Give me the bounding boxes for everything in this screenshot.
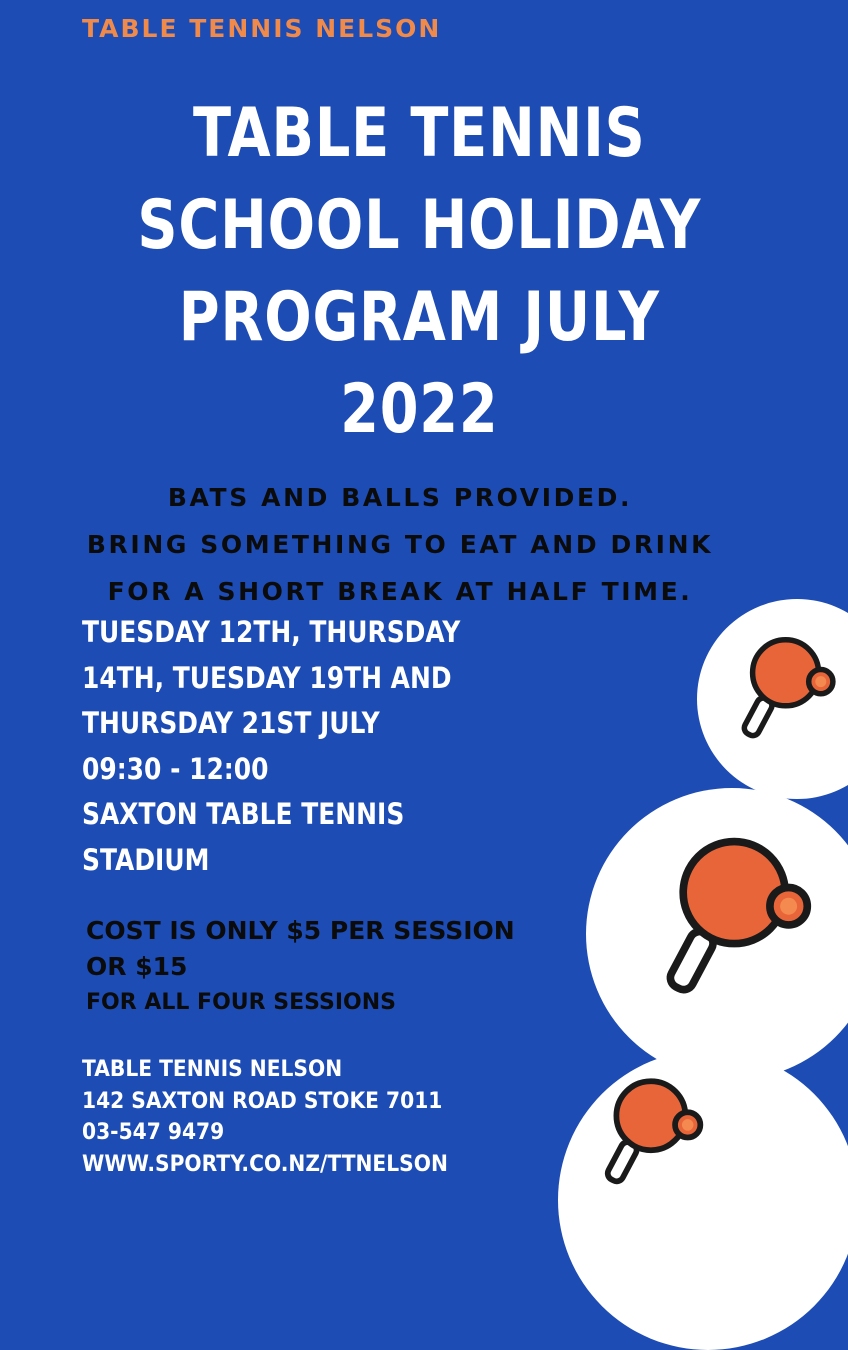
paddle-circle-middle xyxy=(586,788,848,1080)
paddle-circle-bottom xyxy=(558,1050,848,1350)
ping-pong-paddle-icon xyxy=(656,828,826,998)
session-details xyxy=(82,610,460,883)
ping-pong-paddle-icon xyxy=(598,1072,713,1187)
session-time: 09:30 - 12:00 xyxy=(82,751,269,786)
title-line-3: PROGRAM JULY xyxy=(178,278,660,357)
contact-website: WWW.SPORTY.CO.NZ/TTNELSON xyxy=(82,1151,448,1177)
cost-line-1: COST IS ONLY $5 PER SESSION xyxy=(86,916,515,945)
contact-name: TABLE TENNIS NELSON xyxy=(82,1057,343,1082)
cost-line-3: FOR ALL FOUR SESSIONS xyxy=(86,990,396,1015)
contact-address: 142 SAXTON ROAD STOKE 7011 xyxy=(82,1088,443,1114)
details-line-1: TUESDAY 12TH, THURSDAY xyxy=(82,615,461,649)
notes-line-1: BATS AND BALLS PROVIDED. xyxy=(167,483,633,512)
title-line-4: 2022 xyxy=(340,370,499,449)
venue-line-1: SAXTON TABLE TENNIS xyxy=(82,797,405,831)
title-line-2: SCHOOL HOLIDAY xyxy=(137,186,702,265)
organization-name: TABLE TENNIS NELSON xyxy=(82,14,442,43)
venue-line-2: STADIUM xyxy=(82,842,210,877)
ping-pong-paddle-icon xyxy=(735,631,845,741)
poster-title xyxy=(72,88,767,456)
details-line-2: 14TH, TUESDAY 19TH AND xyxy=(82,660,452,695)
cost-info xyxy=(86,913,515,1021)
cost-line-2: OR $15 xyxy=(86,952,188,981)
notes-line-3: FOR A SHORT BREAK AT HALF TIME. xyxy=(107,577,693,606)
contact-info xyxy=(82,1054,448,1180)
equipment-notes xyxy=(0,474,800,615)
contact-phone: 03-547 9479 xyxy=(82,1120,225,1145)
details-line-3: THURSDAY 21ST JULY xyxy=(82,706,380,740)
notes-line-2: BRING SOMETHING TO EAT AND DRINK xyxy=(86,530,714,559)
title-line-1: TABLE TENNIS xyxy=(193,94,646,173)
paddle-circle-top xyxy=(697,599,848,799)
